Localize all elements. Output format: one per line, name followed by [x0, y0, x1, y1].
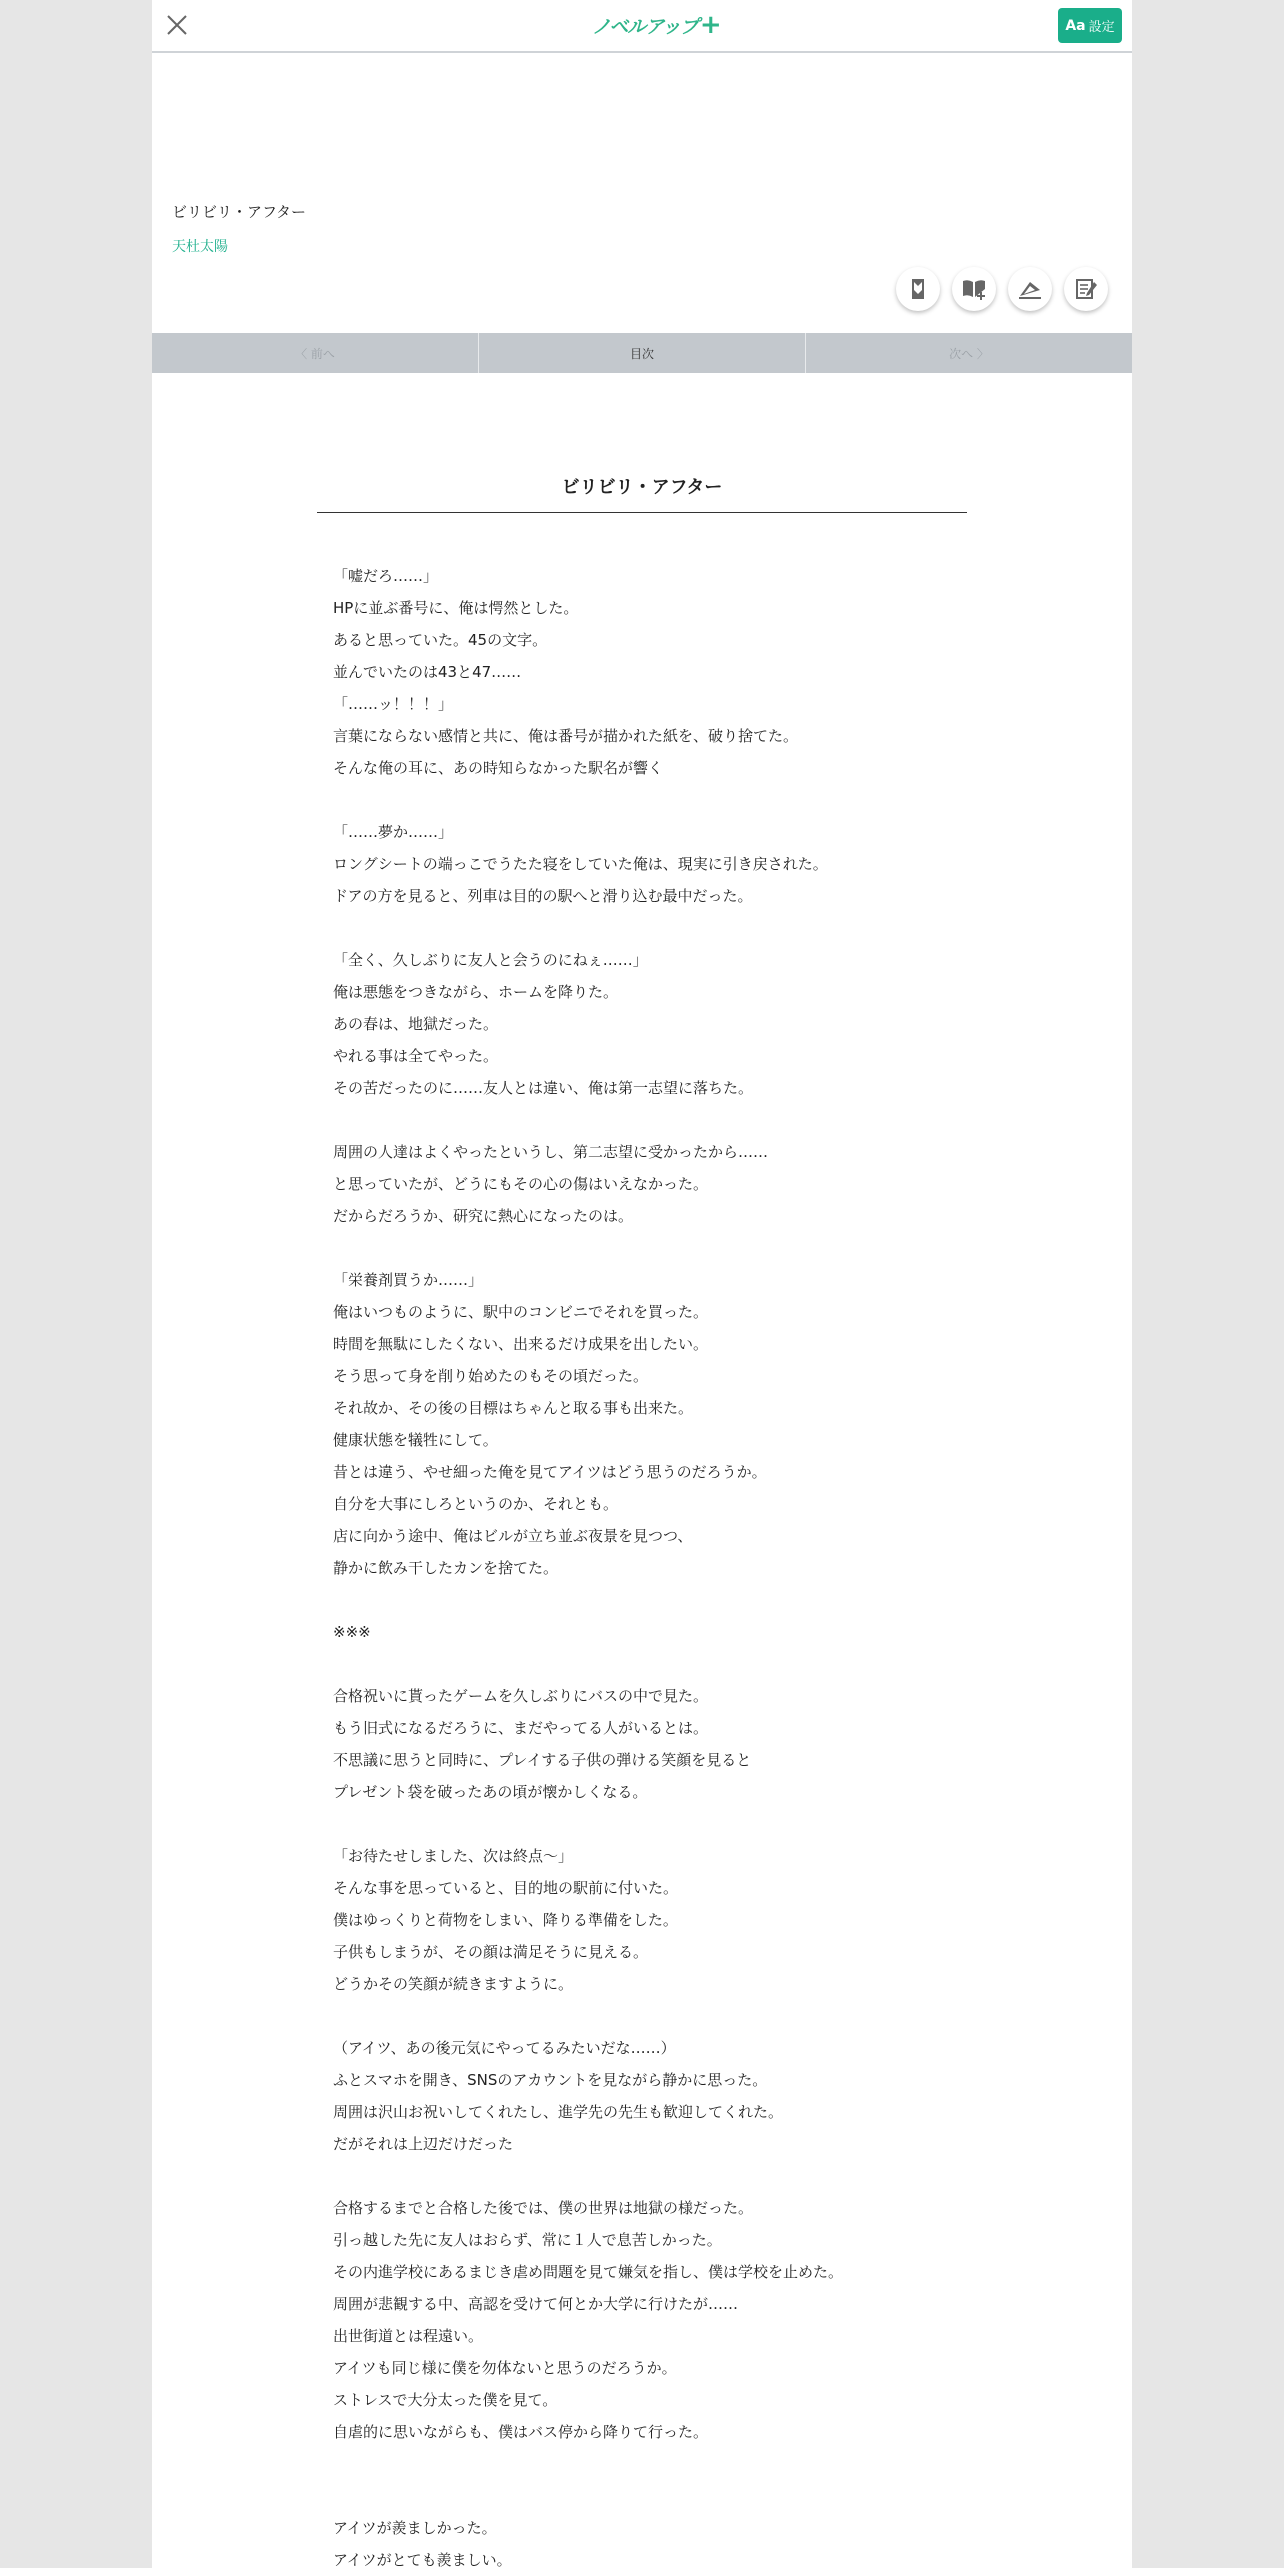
bookmark-button[interactable] — [896, 267, 940, 311]
body-line: その内進学校にあるまじき虐め問題を見て嫌気を指し、僕は学校を止めた。 — [333, 2263, 844, 2281]
cheer-button[interactable] — [1008, 267, 1052, 311]
body-line — [333, 1584, 973, 1616]
story-body — [333, 560, 973, 2568]
review-icon — [1073, 276, 1099, 302]
body-line: そんな事を思っていると、目的地の駅前に付いた。 — [333, 1879, 679, 1897]
body-line: 「嘘だろ……」 — [333, 567, 439, 585]
body-line: 引っ越した先に友人はおらず、常に１人で息苦しかった。 — [333, 2231, 722, 2249]
body-line: 合格祝いに貰ったゲームを久しぶりにバスの中で見た。 — [333, 1687, 709, 1705]
body-line: 自分を大事にしろというのか、それとも。 — [333, 1495, 619, 1513]
body-line: HPに並ぶ番号に、俺は愕然とした。 — [333, 599, 579, 617]
body-line — [333, 784, 973, 816]
site-logo[interactable] — [592, 8, 721, 42]
body-line — [333, 1648, 973, 1680]
body-line: 昔とは違う、やせ細った俺を見てアイツはどう思うのだろうか。 — [333, 1463, 767, 1481]
author-link[interactable]: 天杜太陽 — [172, 239, 228, 255]
body-line: あると思っていた。45の文字。 — [333, 631, 548, 649]
body-line — [333, 2000, 973, 2032]
body-line: 「……夢か……」 — [333, 823, 454, 841]
add-book-icon — [960, 276, 988, 302]
cheer-icon — [1016, 276, 1044, 302]
body-line: （アイツ、あの後元気にやってるみたいだな……） — [333, 2039, 676, 2057]
body-line: 「……ッ！！！」 — [333, 695, 454, 713]
reader-page — [152, 0, 1132, 2568]
body-line: 周囲が悲観する中、高認を受けて何とか大学に行けたが…… — [333, 2295, 739, 2313]
logo-text: ノベルアップ — [592, 15, 698, 38]
action-icons — [896, 267, 1108, 311]
font-size-icon: Aa — [1065, 17, 1086, 34]
episode-nav — [152, 333, 1132, 373]
body-line: 周囲の人達はよくやったというし、第二志望に受かったから…… — [333, 1143, 769, 1161]
body-line — [333, 2448, 973, 2480]
body-line — [333, 2480, 973, 2512]
body-line: 合格するまでと合格した後では、僕の世界は地獄の様だった。 — [333, 2199, 754, 2217]
next-episode-button[interactable]: 次へ 〉 — [805, 333, 1132, 373]
body-line: プレゼント袋を破ったあの頃が懐かしくなる。 — [333, 1783, 648, 1801]
body-line: 子供もしまうが、その顔は満足そうに見える。 — [333, 1943, 649, 1961]
body-line: 「お待たせしました、次は終点～」 — [333, 1847, 574, 1865]
body-line: 僕はゆっくりと荷物をしまい、降りる準備をした。 — [333, 1911, 678, 1929]
body-line — [333, 2160, 973, 2192]
body-line: ※※※ — [333, 1623, 371, 1641]
bookmark-icon — [905, 276, 931, 302]
settings-button[interactable] — [1058, 8, 1122, 43]
body-line: その苦だったのに……友人とは違い、俺は第一志望に落ちた。 — [333, 1079, 754, 1097]
add-to-shelf-button[interactable] — [952, 267, 996, 311]
close-button[interactable] — [158, 6, 196, 44]
body-line: 店に向かう途中、俺はビルが立ち並ぶ夜景を見つつ、 — [333, 1527, 693, 1545]
body-line — [333, 1104, 973, 1136]
body-line: 「栄養剤買うか……」 — [333, 1271, 484, 1289]
body-line: 静かに飲み干したカンを捨てた。 — [333, 1559, 559, 1577]
body-line: 不思議に思うと同時に、プレイする子供の弾ける笑顔を見ると — [333, 1751, 752, 1769]
body-line — [333, 1232, 973, 1264]
body-line: あの春は、地獄だった。 — [333, 1015, 499, 1033]
logo-plus: + — [699, 10, 721, 40]
header-bar — [152, 0, 1132, 53]
body-line: やれる事は全てやった。 — [333, 1047, 499, 1065]
body-line: だがそれは上辺だけだった — [333, 2135, 514, 2153]
body-line — [333, 912, 973, 944]
settings-label: 設定 — [1088, 20, 1115, 35]
body-line: ロングシートの端っこでうたた寝をしていた俺は、現実に引き戻された。 — [333, 855, 828, 873]
close-icon — [158, 6, 196, 44]
table-of-contents-button[interactable]: 目次 — [478, 333, 805, 373]
body-line — [333, 1808, 973, 1840]
body-line: 俺はいつものように、駅中のコンビニでそれを買った。 — [333, 1303, 709, 1321]
review-button[interactable] — [1064, 267, 1108, 311]
body-line: そんな俺の耳に、あの時知らなかった駅名が響く — [333, 759, 664, 777]
body-line: ストレスで大分太った僕を見て。 — [333, 2391, 558, 2409]
body-line: 周囲は沢山お祝いしてくれたし、進学先の先生も歓迎してくれた。 — [333, 2103, 784, 2121]
body-line: アイツも同じ様に僕を勿体ないと思うのだろうか。 — [333, 2359, 677, 2377]
body-line: ふとスマホを開き、SNSのアカウントを見ながら静かに思った。 — [333, 2071, 768, 2089]
body-line: 健康状態を犠牲にして。 — [333, 1431, 498, 1449]
body-line: もう旧式になるだろうに、まだやってる人がいるとは。 — [333, 1719, 709, 1737]
body-line: と思っていたが、どうにもその心の傷はいえなかった。 — [333, 1175, 709, 1193]
body-line: アイツがとても羨ましい。 — [333, 2551, 512, 2568]
body-line: アイツが羨ましかった。 — [333, 2519, 497, 2537]
body-line: 並んでいたのは43と47…… — [333, 663, 522, 681]
body-line: 言葉にならない感情と共に、俺は番号が描かれた紙を、破り捨てた。 — [333, 727, 799, 745]
body-line: どうかその笑顔が続きますように。 — [333, 1975, 574, 1993]
novel-title: ビリビリ・アフター — [172, 203, 306, 221]
body-line: 自虐的に思いながらも、僕はバス停から降りて行った。 — [333, 2423, 709, 2441]
body-line: 「全く、久しぶりに友人と会うのにねぇ……」 — [333, 951, 648, 969]
body-line: ドアの方を見ると、列車は目的の駅へと滑り込む最中だった。 — [333, 887, 753, 905]
body-line: 俺は悪態をつきながら、ホームを降りた。 — [333, 983, 619, 1001]
prev-episode-button[interactable]: 〈 前へ — [295, 346, 335, 361]
chapter-title: ビリビリ・アフター — [317, 473, 967, 513]
body-line: そう思って身を削り始めたのもその頃だった。 — [333, 1367, 649, 1385]
body-line: 時間を無駄にしたくない、出来るだけ成果を出したい。 — [333, 1335, 709, 1353]
body-line: だからだろうか、研究に熱心になったのは。 — [333, 1207, 634, 1225]
body-line: 出世街道とは程遠い。 — [333, 2327, 484, 2345]
body-line: それ故か、その後の目標はちゃんと取る事も出来た。 — [333, 1399, 694, 1417]
